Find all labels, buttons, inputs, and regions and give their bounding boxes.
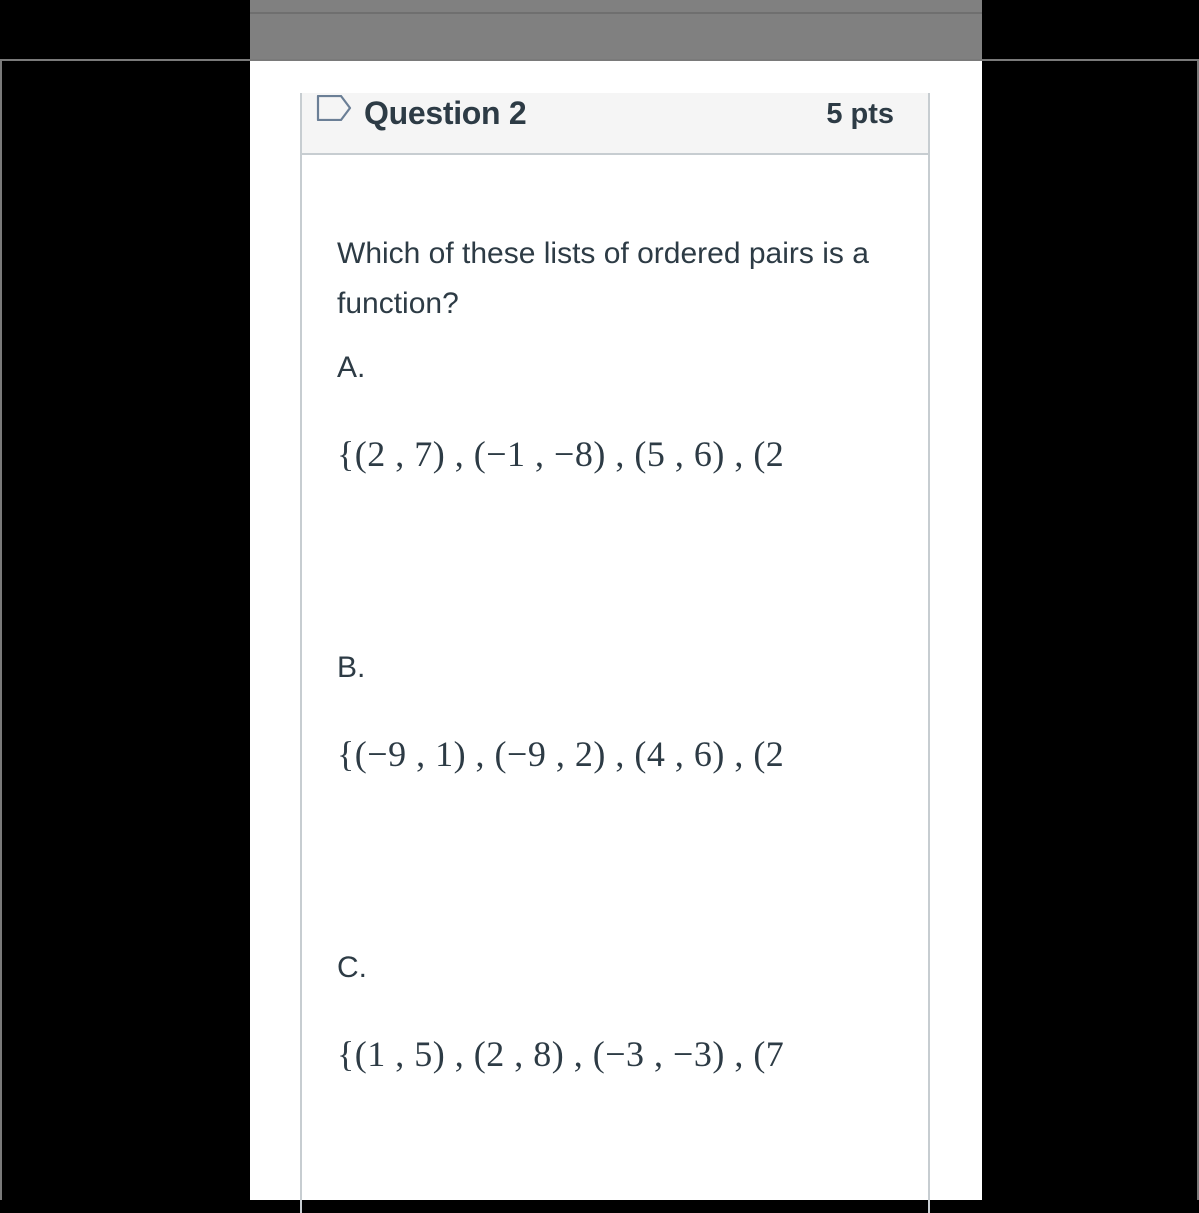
option-a-set[interactable]: {(2 , 7) , (−1 , −8) , (5 , 6) , (2 [337, 434, 785, 474]
flag-question-icon[interactable] [316, 95, 352, 121]
toolbar-divider [250, 12, 982, 14]
option-a-label[interactable]: A. [337, 351, 366, 384]
option-b-label[interactable]: B. [337, 651, 366, 684]
top-toolbar [250, 0, 982, 59]
option-c-label[interactable]: C. [337, 951, 367, 984]
frame-border-left [0, 59, 2, 1200]
option-c-set[interactable]: {(1 , 5) , (2 , 8) , (−3 , −3) , (7 [337, 1034, 785, 1074]
option-b-set[interactable]: {(−9 , 1) , (−9 , 2) , (4 , 6) , (2 [337, 734, 785, 774]
quiz-page [250, 61, 982, 1200]
question-card [300, 93, 930, 1213]
question-header [302, 93, 928, 155]
question-points: 5 pts [826, 98, 894, 130]
question-title: Question 2 [364, 95, 527, 131]
question-text: Which of these lists of ordered pairs is a function? [337, 237, 869, 320]
